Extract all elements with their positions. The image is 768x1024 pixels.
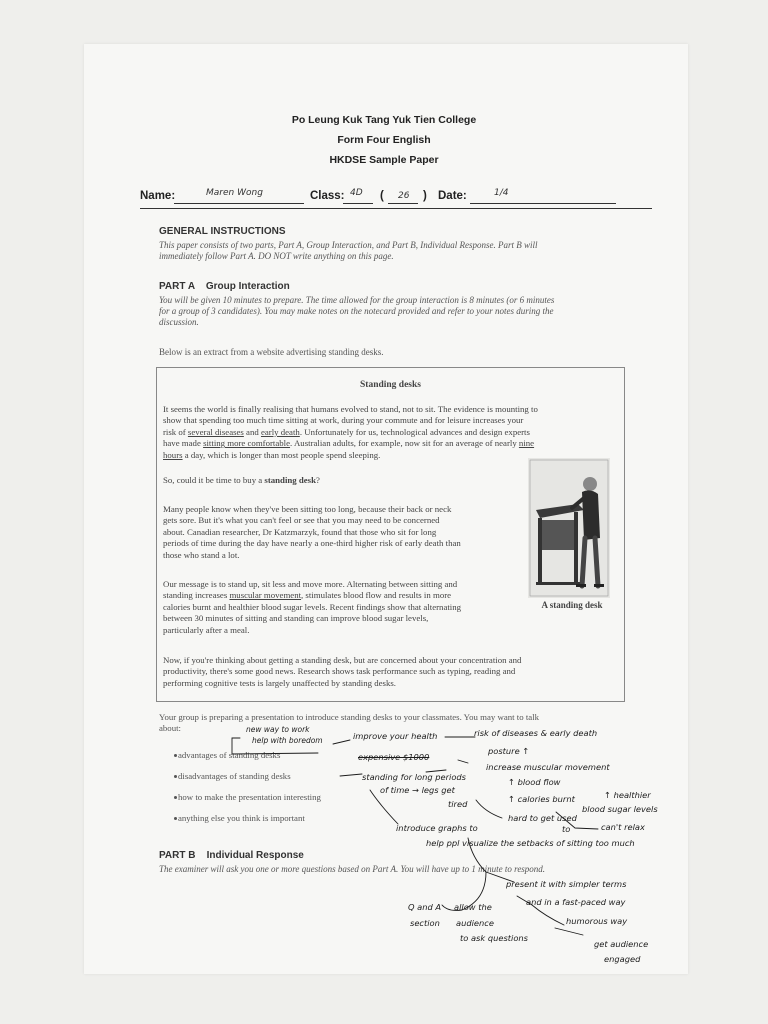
form-title: Form Four English <box>337 134 431 146</box>
note-humorous: humorous way <box>566 916 628 926</box>
name-value: Maren Wong <box>206 188 263 198</box>
note-hard-to-get-used: hard to get used <box>508 813 577 823</box>
p2-bold-standing-desk: standing desk <box>264 475 316 485</box>
note-simpler-terms: present it with simpler terms <box>506 879 627 889</box>
p1-text: a day, which is longer than most people spend sleeping. <box>182 449 381 460</box>
note-introduce-graphs: introduce graphs to <box>396 823 478 833</box>
note-boredom: help with boredom <box>252 736 323 745</box>
underlined-hours: hours <box>163 449 183 460</box>
note-audience: audience <box>456 918 494 928</box>
note-calories: ↑ calories burnt <box>508 794 575 804</box>
article-title: Standing desks <box>360 380 421 390</box>
class-value: 4D <box>350 188 363 198</box>
note-engaged: engaged <box>604 954 641 964</box>
note-healthier: ↑ healthier <box>604 790 651 800</box>
underlined-sitting-comfortable: sitting more comfortable <box>203 438 291 449</box>
p4-text: standing increases <box>163 590 230 601</box>
note-improve-health: improve your health <box>353 731 438 741</box>
p3-line: periods of time during the day have nearly a one-third higher risk of early death than <box>163 538 461 549</box>
p1-text: and <box>243 426 261 437</box>
note-standing-long: standing for long periods <box>362 772 466 782</box>
task-line: Your group is preparing a presentation to introduce standing desks to your classmates. You may want to talk <box>159 712 540 722</box>
p1-line: It seems the world is finally realising that humans evolved to stand, not to sit. The evidence is mounting to <box>163 404 538 414</box>
note-posture: posture ↑ <box>488 746 530 756</box>
p4-line: particularly after a meal. <box>163 624 250 635</box>
p4-line: Our message is to stand up, sit less and move more. Alternating between sitting and <box>163 579 458 589</box>
instructions-line: immediately follow Part A. DO NOT write anything on this page. <box>159 251 394 261</box>
paper-title: HKDSE Sample Paper <box>329 154 439 166</box>
part-a-line: discussion. <box>159 317 199 327</box>
bullet-interesting: how to make the presentation interesting <box>178 792 321 802</box>
p1-text: have made <box>163 438 204 449</box>
note-blood-sugar: blood sugar levels <box>582 804 658 814</box>
note-cant-relax: can't relax <box>601 822 645 832</box>
note-fast-paced: and in a fast-paced way <box>526 897 626 907</box>
p1-line: show that spending too much time sitting at work, during your commute and for leisure increases your <box>163 415 524 426</box>
p4-line: between 30 minutes of sitting and standing can improve blood sugar levels, <box>163 613 429 624</box>
underlined-nine: nine <box>518 438 535 449</box>
note-risk-diseases: risk of diseases & early death <box>474 728 598 738</box>
class-label: Class: <box>310 190 345 202</box>
p5-line: performing cognitive tests is largely unaffected by standing desks. <box>163 677 396 688</box>
p3-line: about. Canadian researcher, Dr Katzmarzyk, found that those who sit for long <box>163 526 437 537</box>
p4-line: calories burnt and healthier blood sugar levels. Recent findings show that alternating <box>163 601 462 612</box>
p3-line: Many people know when they've been sitting too long, because their back or neck <box>163 504 452 514</box>
note-allow-the: allow the <box>454 902 492 912</box>
note-section: section <box>410 918 440 928</box>
note-tired: tired <box>448 799 468 809</box>
general-instructions-heading: GENERAL INSTRUCTIONS <box>159 226 286 237</box>
p3-line: those who stand a lot. <box>163 549 240 560</box>
underlined-muscular-movement: muscular movement <box>229 590 302 601</box>
p5-line: Now, if you're thinking about getting a standing desk, but are concerned about your concentration and <box>163 655 522 665</box>
bullet-anything-else: anything else you think is important <box>178 813 305 823</box>
note-legs-get: of time → legs get <box>380 785 455 795</box>
note-blood-flow: ↑ blood flow <box>508 777 561 787</box>
note-expensive: expensive $1000 <box>358 752 430 762</box>
note-ask-questions: to ask questions <box>460 933 528 943</box>
underlined-several-diseases: several diseases <box>187 426 244 437</box>
task-line: about: <box>159 723 181 734</box>
note-to: to <box>562 824 571 834</box>
part-b-heading: PART B Individual Response <box>159 850 304 861</box>
extract-intro: Below is an extract from a website advertising standing desks. <box>159 347 384 357</box>
p1-text: . Unfortunately for us, technological advances and design experts <box>299 426 530 437</box>
p2-text: ? <box>316 475 320 485</box>
note-new-way: new way to work <box>246 725 310 734</box>
name-label: Name: <box>140 190 176 202</box>
part-b-text: The examiner will ask you one or more questions based on Part A. You will have up to 1 minute to respond. <box>159 864 546 874</box>
p1-text: . Australian adults, for example, now sit for an average of nearly <box>290 438 519 449</box>
note-get-audience: get audience <box>594 939 649 949</box>
school-name: Po Leung Kuk Tang Yuk Tien College <box>291 114 477 126</box>
photo-caption: A standing desk <box>541 600 603 610</box>
date-label: Date: <box>438 190 467 202</box>
p2-text: So, could it be time to buy a <box>163 475 265 485</box>
note-q-and-a: Q and A <box>408 902 442 912</box>
bullet-advantages: advantages of standing desks <box>178 750 281 760</box>
bullet-disadvantages: disadvantages of standing desks <box>178 771 291 781</box>
p3-line: gets sore. But it's what you can't feel or see that you may need to be concerned <box>163 515 440 526</box>
instructions-line: This paper consists of two parts, Part A, Group Interaction, and Part B, Individual Response. Part B will <box>159 240 538 250</box>
part-a-line: for a group of 3 candidates). You may make notes on the notecard provided and refer to your notes during the <box>159 306 554 316</box>
part-a-line: You will be given 10 minutes to prepare. The time allowed for the group interaction is 8 minutes (or 6 minutes <box>159 295 555 305</box>
underlined-early-death: early death <box>260 426 300 437</box>
number-open-paren: ( <box>380 190 384 202</box>
p5-line: productivity, there's some good news. Research shows task performance such as typing, reading and <box>163 666 516 677</box>
number-close-paren: ) <box>423 190 427 202</box>
note-muscular-movement: increase muscular movement <box>486 762 610 772</box>
number-value: 26 <box>398 191 410 201</box>
note-visualize-setbacks: help ppl visualize the setbacks of sitting too much <box>426 838 635 848</box>
p4-text: , stimulates blood flow and results in more <box>301 590 452 601</box>
date-value: 1/4 <box>494 188 509 198</box>
part-a-heading: PART A Group Interaction <box>159 281 290 292</box>
p1-text: risk of <box>163 426 188 437</box>
